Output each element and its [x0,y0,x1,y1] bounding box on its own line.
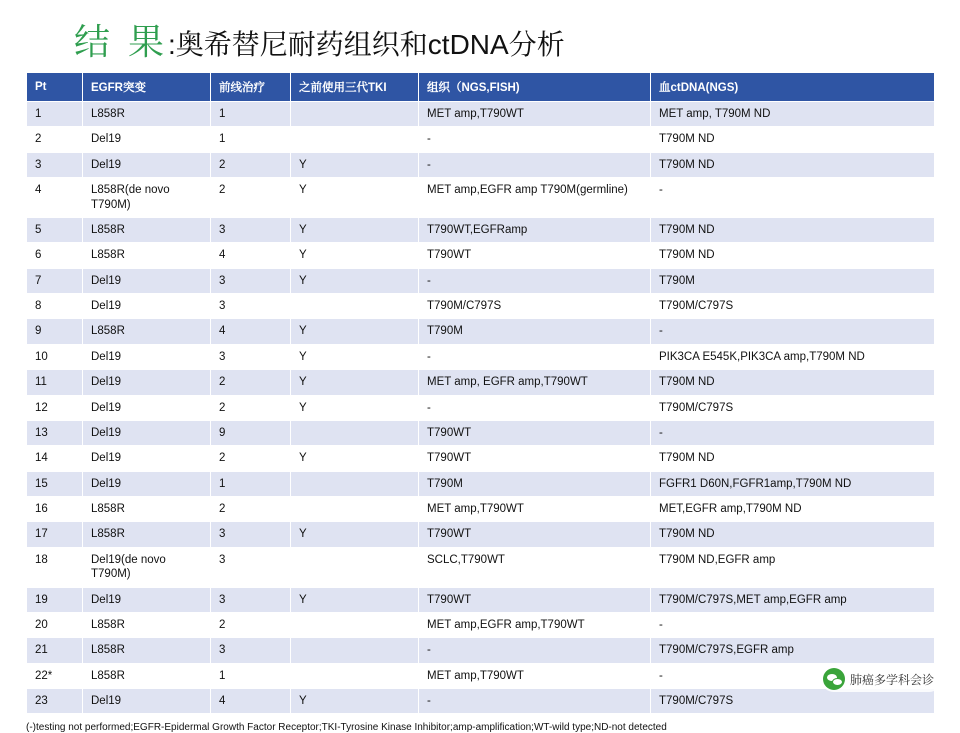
table-cell: 19 [27,587,83,612]
table-cell: 16 [27,497,83,522]
table-cell: FGFR1 D60N,FGFR1amp,T790M ND [651,471,935,496]
table-cell [291,638,419,663]
table-row [27,178,935,218]
table-cell: MET,EGFR amp,T790M ND [651,497,935,522]
table-cell [291,663,419,688]
table-cell: T790M/C797S [419,294,651,319]
table-cell: T790M/C797S,MET amp,EGFR amp [651,587,935,612]
table-cell [291,127,419,152]
table-cell: 10 [27,344,83,369]
table-cell: PIK3CA E545K,PIK3CA amp,T790M ND [651,344,935,369]
table-cell: - [651,663,935,688]
table-cell: 6 [27,243,83,268]
table-cell: Del19 [83,471,211,496]
table-cell: 3 [211,344,291,369]
table-cell: 3 [211,522,291,547]
table-footnote: (-)testing not performed;EGFR-Epidermal Growth Factor Receptor;TKI-Tyrosine Kinase Inhibitor;amp-amplification;WT-wild type;ND-not detected [26,722,667,733]
table-cell: Del19 [83,294,211,319]
table-cell: Y [291,587,419,612]
table-cell: SCLC,T790WT [419,547,651,587]
table-row [27,420,935,445]
table-cell: Del19 [83,268,211,293]
table-cell: Y [291,446,419,471]
table-cell [291,102,419,127]
table-cell: Y [291,268,419,293]
table-cell: 17 [27,522,83,547]
page-title-text: :奥希替尼耐药组织和ctDNA分析 [168,29,565,60]
table-row [27,395,935,420]
table-cell: 4 [211,319,291,344]
table-cell: T790M ND [651,522,935,547]
table-row [27,446,935,471]
table-row [27,344,935,369]
table-cell: 12 [27,395,83,420]
table-cell: T790M ND [651,446,935,471]
table-cell: 8 [27,294,83,319]
table-cell: 14 [27,446,83,471]
page-title [26,14,934,66]
table-cell [291,497,419,522]
table-cell: Del19 [83,689,211,714]
table-row [27,638,935,663]
table-cell: 4 [211,243,291,268]
table-cell: 13 [27,420,83,445]
wechat-icon [823,668,845,690]
table-cell: MET amp, T790M ND [651,102,935,127]
table-cell: T790M ND [651,370,935,395]
table-cell: L858R [83,497,211,522]
table-cell: T790M [419,471,651,496]
table-cell: L858R(de novo T790M) [83,178,211,218]
table-cell: 4 [27,178,83,218]
table-cell: L858R [83,102,211,127]
table-cell: Y [291,370,419,395]
table-cell: - [651,612,935,637]
table-cell: 1 [211,471,291,496]
table-cell: 15 [27,471,83,496]
table-cell: T790WT [419,522,651,547]
table-row [27,319,935,344]
table-cell: T790M [419,319,651,344]
table-cell: Y [291,152,419,177]
table-row [27,547,935,587]
table-cell: Y [291,522,419,547]
table-cell: T790WT [419,420,651,445]
table-cell: 2 [211,395,291,420]
table-cell: 2 [211,497,291,522]
table-cell: - [419,127,651,152]
table-cell: Del19 [83,127,211,152]
table-cell: 7 [27,268,83,293]
results-table [26,72,935,714]
table-cell: 3 [211,217,291,242]
table-row [27,663,935,688]
table-cell: - [419,152,651,177]
table-cell: Del19 [83,370,211,395]
table-cell [291,547,419,587]
table-row [27,612,935,637]
table-cell: 23 [27,689,83,714]
table-cell: - [419,395,651,420]
table-cell: Y [291,243,419,268]
table-cell: L858R [83,243,211,268]
table-cell: 20 [27,612,83,637]
table-cell: T790M ND [651,217,935,242]
table-row [27,497,935,522]
table-cell: 2 [211,612,291,637]
table-cell: - [651,319,935,344]
table-cell: - [651,420,935,445]
table-cell: MET amp,EGFR amp T790M(germline) [419,178,651,218]
table-cell: 3 [211,268,291,293]
table-cell: T790WT [419,446,651,471]
table-cell: T790M ND [651,243,935,268]
table-cell: 1 [211,127,291,152]
table-cell [291,471,419,496]
table-cell: - [419,268,651,293]
table-cell: 18 [27,547,83,587]
table-cell: 3 [27,152,83,177]
table-cell: Y [291,217,419,242]
table-row [27,243,935,268]
table-cell: Y [291,178,419,218]
table-row [27,268,935,293]
table-cell: 21 [27,638,83,663]
table-cell: T790WT [419,587,651,612]
table-cell: Y [291,689,419,714]
table-header-row [27,73,935,102]
table-cell: T790M [651,268,935,293]
table-row [27,471,935,496]
table-cell: 3 [211,547,291,587]
table-cell: Del19 [83,152,211,177]
table-cell: 4 [211,689,291,714]
table-cell [291,420,419,445]
table-cell: 3 [211,587,291,612]
table-cell: 2 [211,446,291,471]
table-cell: L858R [83,217,211,242]
table-cell: - [419,638,651,663]
table-cell: MET amp,T790WT [419,497,651,522]
table-cell: - [419,689,651,714]
table-cell: Y [291,395,419,420]
table-cell: - [419,344,651,369]
table-cell: 1 [211,663,291,688]
table-cell: L858R [83,319,211,344]
table-cell: MET amp, EGFR amp,T790WT [419,370,651,395]
table-cell: Del19 [83,344,211,369]
column-header-ctdna: 血ctDNA(NGS) [651,73,935,102]
table-cell: MET amp,T790WT [419,663,651,688]
table-row [27,102,935,127]
table-cell: Del19 [83,587,211,612]
table-cell: T790WT,EGFRamp [419,217,651,242]
table-cell: 22* [27,663,83,688]
table-cell: L858R [83,612,211,637]
table-cell: 11 [27,370,83,395]
column-header-pt: Pt [27,73,83,102]
watermark-badge [821,666,942,692]
table-cell: 9 [211,420,291,445]
column-header-prior-3rd-gen-tki: 之前使用三代TKI [291,73,419,102]
table-cell: Del19 [83,420,211,445]
table-cell: T790M/C797S [651,395,935,420]
table-cell [291,294,419,319]
table-row [27,689,935,714]
table-row [27,522,935,547]
table-cell: T790M ND [651,127,935,152]
table-row [27,152,935,177]
table-cell [291,612,419,637]
table-row [27,587,935,612]
table-cell: T790M ND [651,152,935,177]
column-header-tissue: 组织（NGS,FISH) [419,73,651,102]
table-cell: L858R [83,638,211,663]
table-cell: T790M/C797S [651,689,935,714]
table-cell: 3 [211,294,291,319]
table-cell: MET amp,T790WT [419,102,651,127]
column-header-egfr-mutation: EGFR突变 [83,73,211,102]
table-row [27,294,935,319]
table-cell: 5 [27,217,83,242]
table-cell: 1 [27,102,83,127]
table-cell: Y [291,319,419,344]
table-cell: L858R [83,663,211,688]
column-header-prior-lines: 前线治疗 [211,73,291,102]
table-cell: Del19 [83,446,211,471]
watermark-label: 肺癌多学科会诊 [849,672,934,687]
table-cell: 2 [211,370,291,395]
table-cell: Y [291,344,419,369]
table-row [27,370,935,395]
table-cell: T790M/C797S,EGFR amp [651,638,935,663]
table-cell: 2 [211,178,291,218]
table-cell: 1 [211,102,291,127]
table-cell: - [651,178,935,218]
table-cell: T790WT [419,243,651,268]
table-cell: 3 [211,638,291,663]
table-row [27,127,935,152]
table-cell: T790M ND,EGFR amp [651,547,935,587]
table-cell: Del19 [83,395,211,420]
table-cell: Del19(de novo T790M) [83,547,211,587]
table-cell: T790M/C797S [651,294,935,319]
page-title-highlight: 结 果 [74,21,169,62]
table-cell: L858R [83,522,211,547]
table-cell: 2 [211,152,291,177]
table-row [27,217,935,242]
table-cell: 2 [27,127,83,152]
table-cell: MET amp,EGFR amp,T790WT [419,612,651,637]
table-cell: 9 [27,319,83,344]
